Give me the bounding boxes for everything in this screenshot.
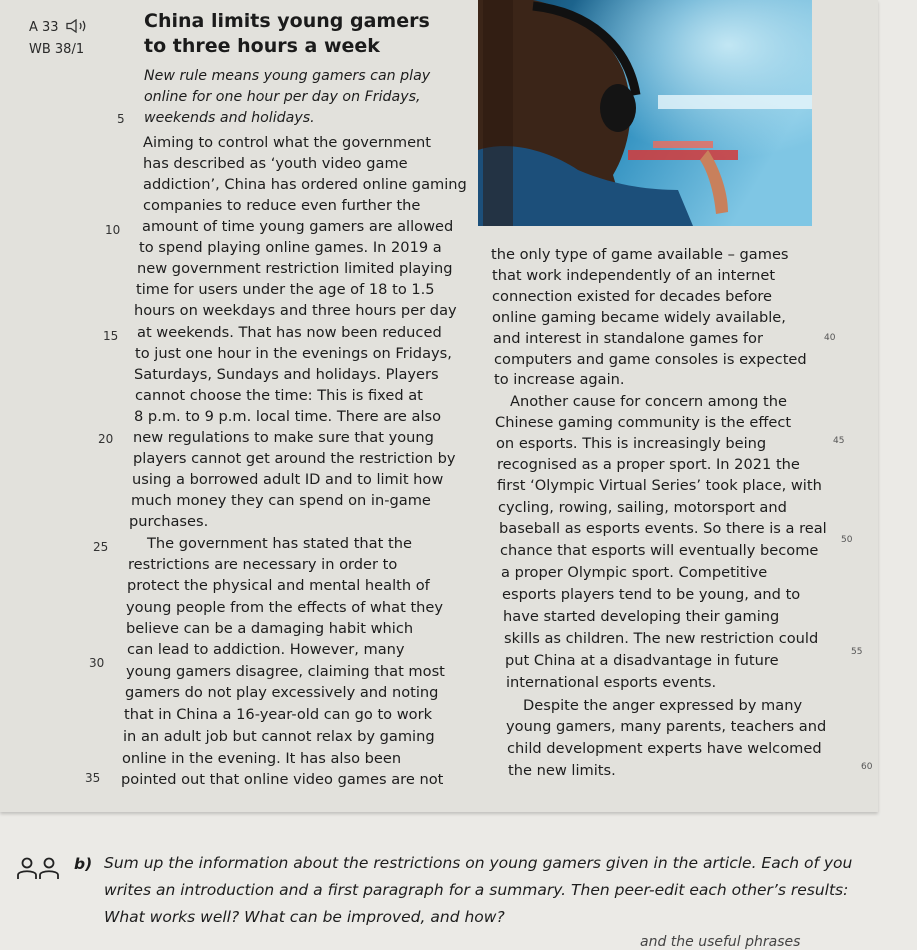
article-line: has described as ‘youth video game	[143, 155, 408, 172]
article-line: young people from the effects of what they	[126, 599, 444, 616]
article-line: online gaming became widely available,	[492, 309, 786, 326]
gamer-with-headphones-image	[478, 0, 812, 226]
line-number: 25	[93, 540, 109, 554]
task-instruction-line: writes an introduction and a first paragraph for a summary. Then peer-edit each other’s results:	[104, 881, 849, 899]
line-number: 20	[98, 432, 114, 446]
task-label: b)	[74, 855, 93, 873]
article-line: hours on weekdays and three hours per day	[134, 302, 457, 319]
article-line: players cannot get around the restriction by	[133, 450, 456, 467]
subtitle-line: New rule means young gamers can play	[144, 68, 431, 84]
article-line: pointed out that online video games are not	[121, 771, 444, 788]
article-line: using a borrowed adult ID and to limit how	[132, 471, 444, 488]
subtitle-line: weekends and holidays.	[144, 110, 315, 126]
article-line: that in China a 16-year-old can go to work	[124, 706, 433, 723]
article-subtitle	[144, 66, 430, 129]
article-line: Another cause for concern among the	[510, 393, 787, 410]
article-line: the only type of game available – games	[491, 246, 789, 263]
article-line: much money they can spend on in-game	[131, 492, 431, 509]
article-line: time for users under the age of 18 to 1.5	[136, 281, 435, 298]
margin-line-number: 40	[824, 333, 836, 343]
article-line: skills as children. The new restriction could	[504, 630, 819, 647]
article-line: that work independently of an internet	[492, 267, 776, 284]
article-line: Saturdays, Sundays and holidays. Players	[134, 366, 439, 383]
article-line: amount of time young gamers are allowed	[142, 218, 454, 235]
article-line: Aiming to control what the government	[143, 134, 432, 151]
article-line: the new limits.	[508, 762, 616, 779]
article-line: addiction’, China has ordered online gaming	[143, 176, 467, 193]
audio-reference	[29, 19, 92, 35]
article-line: new government restriction limited playing	[137, 260, 453, 277]
article-line: international esports events.	[506, 674, 717, 691]
line-number: 15	[103, 329, 119, 343]
cut-off-text: and the useful phrases	[640, 934, 801, 950]
article-line: recognised as a proper sport. In 2021 the	[497, 456, 800, 473]
article-line: connection existed for decades before	[492, 288, 773, 305]
article-line: computers and game consoles is expected	[494, 351, 807, 368]
article-line: protect the physical and mental health of	[127, 577, 430, 594]
margin-line-number: 45	[833, 436, 845, 446]
line-number: 30	[89, 656, 105, 670]
speaker-icon[interactable]	[66, 19, 92, 33]
margin-line-number: 55	[851, 647, 863, 657]
article-line: to increase again.	[494, 371, 625, 388]
article-line: new regulations to make sure that young	[133, 429, 434, 446]
article-line: chance that esports will eventually become	[500, 542, 819, 559]
article-line: can lead to addiction. However, many	[127, 641, 405, 658]
article-line: and interest in standalone games for	[493, 330, 763, 347]
article-line: 8 p.m. to 9 p.m. local time. There are also	[134, 408, 442, 425]
article-line: The government has stated that the	[147, 535, 412, 552]
article-line: esports players tend to be young, and to	[502, 586, 801, 603]
line-number: 35	[85, 771, 101, 785]
article-title	[144, 9, 430, 59]
margin-line-number: 60	[861, 762, 873, 772]
line-number: 10	[105, 223, 121, 237]
title-line-1: China limits young gamers	[144, 10, 430, 32]
article-line: gamers do not play excessively and noting	[125, 684, 439, 701]
gamer-photo	[478, 0, 812, 226]
workbook-reference: WB 38/1	[29, 42, 85, 57]
article-line: on esports. This is increasingly being	[496, 435, 767, 452]
article-line: companies to reduce even further the	[143, 197, 421, 214]
pair-work-icon	[16, 857, 60, 881]
article-line: to just one hour in the evenings on Fridays,	[135, 345, 452, 362]
title-line-2: to three hours a week	[144, 35, 380, 57]
article-line: purchases.	[129, 513, 209, 530]
article-line: a proper Olympic sport. Competitive	[501, 564, 768, 581]
article-line: young gamers, many parents, teachers and	[506, 718, 827, 735]
article-line: have started developing their gaming	[503, 608, 780, 625]
article-line: Despite the anger expressed by many	[523, 697, 803, 714]
subtitle-line: online for one hour per day on Fridays,	[144, 89, 421, 105]
article-line: online in the evening. It has also been	[122, 750, 402, 767]
article-line: in an adult job but cannot relax by gaming	[123, 728, 435, 745]
article-line: put China at a disadvantage in future	[505, 652, 779, 669]
article-line: restrictions are necessary in order to	[128, 556, 398, 573]
article-line: child development experts have welcomed	[507, 740, 822, 757]
article-line: believe can be a damaging habit which	[126, 620, 414, 637]
task-instruction-line: What works well? What can be improved, and how?	[104, 908, 505, 926]
article-line: Chinese gaming community is the effect	[495, 414, 792, 431]
margin-line-number: 50	[841, 535, 853, 545]
article-line: first ‘Olympic Virtual Series’ took place, with	[497, 477, 822, 494]
article-line: baseball as esports events. So there is a real	[499, 520, 827, 537]
article-line: at weekends. That has now been reduced	[137, 324, 442, 341]
article-line: cannot choose the time: This is fixed at	[135, 387, 423, 404]
line-number: 5	[117, 112, 125, 126]
task-instruction-line: Sum up the information about the restrictions on young gamers given in the article. Each of you	[104, 854, 853, 872]
audio-ref-text: A 33	[29, 20, 59, 35]
article-line: cycling, rowing, sailing, motorsport and	[498, 499, 787, 516]
article-line: young gamers disagree, claiming that most	[126, 663, 445, 680]
article-line: to spend playing online games. In 2019 a	[139, 239, 442, 256]
